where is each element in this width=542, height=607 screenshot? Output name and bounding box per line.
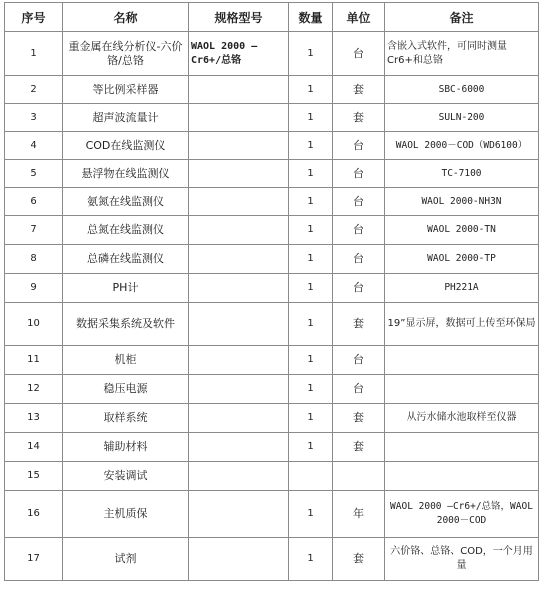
header-name: 名称: [63, 3, 189, 32]
row-note: 19”显示屏，数据可上传至环保局: [385, 303, 539, 346]
row-no: 13: [5, 404, 63, 433]
table-row: [5, 491, 539, 538]
row-no: 9: [5, 274, 63, 303]
table-row: [5, 188, 539, 216]
header-unit: 单位: [333, 3, 385, 32]
table-row: [5, 76, 539, 104]
table-row: [5, 462, 539, 491]
table-row: [5, 160, 539, 188]
row-qty: [289, 462, 333, 491]
row-name: 辅助材料: [63, 433, 189, 462]
row-no: 1: [5, 32, 63, 76]
row-unit: 台: [333, 375, 385, 404]
row-qty: 1: [289, 375, 333, 404]
row-unit: 套: [333, 404, 385, 433]
row-name: 等比例采样器: [63, 76, 189, 104]
row-model: [189, 245, 289, 274]
row-qty: 1: [289, 32, 333, 76]
row-no: 15: [5, 462, 63, 491]
table-row: [5, 32, 539, 76]
row-no: 10: [5, 303, 63, 346]
row-qty: 1: [289, 346, 333, 375]
row-no: 4: [5, 132, 63, 160]
row-note: WAOL 2000－COD（WD6100）: [385, 132, 539, 160]
row-unit: 套: [333, 433, 385, 462]
row-model: [189, 375, 289, 404]
row-unit: 台: [333, 346, 385, 375]
row-no: 12: [5, 375, 63, 404]
row-model: WAOL 2000 –Cr6+/总铬: [189, 32, 289, 76]
row-no: 6: [5, 188, 63, 216]
row-name: 主机质保: [63, 491, 189, 538]
row-unit: 套: [333, 76, 385, 104]
row-qty: 1: [289, 104, 333, 132]
row-unit: 台: [333, 160, 385, 188]
row-model: [189, 491, 289, 538]
row-model: [189, 132, 289, 160]
row-name: 稳压电源: [63, 375, 189, 404]
row-qty: 1: [289, 303, 333, 346]
table-row: [5, 346, 539, 375]
row-model: [189, 216, 289, 245]
row-no: 2: [5, 76, 63, 104]
row-note: [385, 346, 539, 375]
table-row: [5, 538, 539, 581]
row-name: 悬浮物在线监测仪: [63, 160, 189, 188]
row-qty: 1: [289, 538, 333, 581]
table-row: [5, 132, 539, 160]
row-qty: 1: [289, 433, 333, 462]
header-qty: 数量: [289, 3, 333, 32]
row-no: 11: [5, 346, 63, 375]
row-name: 取样系统: [63, 404, 189, 433]
row-no: 5: [5, 160, 63, 188]
table-row: [5, 433, 539, 462]
row-unit: 台: [333, 32, 385, 76]
row-name: COD在线监测仪: [63, 132, 189, 160]
row-qty: 1: [289, 274, 333, 303]
row-no: 16: [5, 491, 63, 538]
row-unit: 套: [333, 104, 385, 132]
row-unit: 年: [333, 491, 385, 538]
row-qty: 1: [289, 404, 333, 433]
row-model: [189, 433, 289, 462]
table-row: [5, 404, 539, 433]
equipment-table: [4, 2, 539, 581]
row-qty: 1: [289, 132, 333, 160]
table-row: [5, 274, 539, 303]
header-note: 备注: [385, 3, 539, 32]
row-name: 试剂: [63, 538, 189, 581]
row-note: [385, 462, 539, 491]
row-unit: 台: [333, 132, 385, 160]
row-model: [189, 303, 289, 346]
row-name: 超声波流量计: [63, 104, 189, 132]
row-model: [189, 538, 289, 581]
table-row: [5, 303, 539, 346]
header-no: 序号: [5, 3, 63, 32]
row-unit: 台: [333, 216, 385, 245]
row-name: 总氮在线监测仪: [63, 216, 189, 245]
row-note: WAOL 2000-TN: [385, 216, 539, 245]
row-note: 含嵌入式软件，可同时测量Cr6+和总铬: [385, 32, 539, 76]
row-unit: 台: [333, 245, 385, 274]
table-row: [5, 245, 539, 274]
row-qty: 1: [289, 76, 333, 104]
row-note: 六价铬、总铬、COD，一个月用量: [385, 538, 539, 581]
row-unit: 台: [333, 274, 385, 303]
table-row: [5, 216, 539, 245]
row-name: 氨氮在线监测仪: [63, 188, 189, 216]
row-note: WAOL 2000-NH3N: [385, 188, 539, 216]
row-model: [189, 346, 289, 375]
row-name: PH计: [63, 274, 189, 303]
row-no: 7: [5, 216, 63, 245]
row-no: 8: [5, 245, 63, 274]
row-note: WAOL 2000 –Cr6+/总铬，WAOL 2000－COD: [385, 491, 539, 538]
row-unit: [333, 462, 385, 491]
row-note: WAOL 2000-TP: [385, 245, 539, 274]
row-qty: 1: [289, 245, 333, 274]
header-row: [5, 3, 539, 32]
table-row: [5, 375, 539, 404]
row-note: [385, 375, 539, 404]
row-note: SBC-6000: [385, 76, 539, 104]
row-qty: 1: [289, 188, 333, 216]
row-note: PH221A: [385, 274, 539, 303]
row-qty: 1: [289, 160, 333, 188]
row-model: [189, 188, 289, 216]
row-model: [189, 160, 289, 188]
table-row: [5, 104, 539, 132]
row-qty: 1: [289, 216, 333, 245]
row-unit: 台: [333, 188, 385, 216]
row-model: [189, 274, 289, 303]
row-model: [189, 76, 289, 104]
row-unit: 套: [333, 538, 385, 581]
header-model: 规格型号: [189, 3, 289, 32]
row-note: TC-7100: [385, 160, 539, 188]
row-no: 14: [5, 433, 63, 462]
row-no: 17: [5, 538, 63, 581]
row-name: 数据采集系统及软件: [63, 303, 189, 346]
row-note: [385, 433, 539, 462]
row-model: [189, 404, 289, 433]
row-name: 重金属在线分析仪-六价铬/总铬: [63, 32, 189, 76]
row-name: 总磷在线监测仪: [63, 245, 189, 274]
row-note: SULN-200: [385, 104, 539, 132]
row-name: 安装调试: [63, 462, 189, 491]
row-model: [189, 104, 289, 132]
row-model: [189, 462, 289, 491]
row-no: 3: [5, 104, 63, 132]
row-qty: 1: [289, 491, 333, 538]
row-note: 从污水储水池取样至仪器: [385, 404, 539, 433]
row-unit: 套: [333, 303, 385, 346]
row-name: 机柜: [63, 346, 189, 375]
